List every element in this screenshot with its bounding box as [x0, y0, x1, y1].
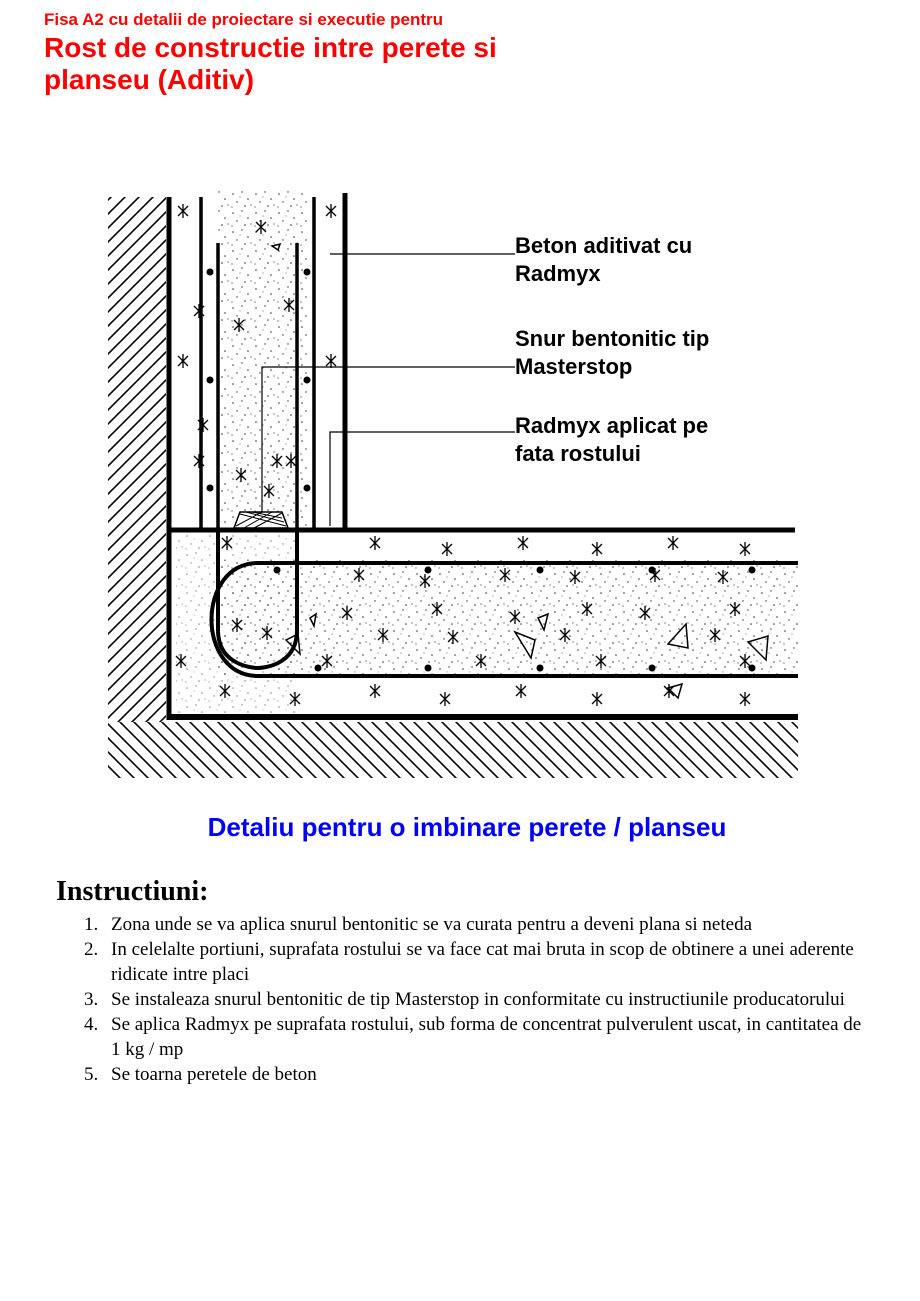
list-number: 2. — [84, 939, 99, 960]
title-line-1: Rost de constructie intre perete si — [44, 32, 497, 63]
instructions-heading: Instructiuni: — [56, 876, 209, 907]
list-item — [0, 1062, 871, 1087]
list-number: 1. — [84, 914, 99, 935]
list-item — [0, 987, 871, 1012]
label-radmyx-line2: fata rostului — [515, 441, 641, 466]
page-title — [44, 32, 497, 96]
list-item — [0, 1012, 871, 1062]
bentonite-strip — [234, 512, 288, 528]
list-text: In celelalte portiuni, suprafata rostului se va face cat mai bruta in scop de obtinere a unei aderente ridicate intre placi — [111, 939, 854, 985]
list-text: Zona unde se va aplica snurul bentonitic se va curata pentru a deveni plana si neteda — [111, 914, 752, 935]
label-concrete-line1: Beton aditivat cu — [515, 233, 693, 258]
label-radmyx-line1: Radmyx aplicat pe — [515, 413, 709, 438]
label-bentonite-line1: Snur bentonitic tip — [515, 326, 710, 351]
list-item — [0, 937, 871, 987]
list-text: Se toarna peretele de beton — [111, 1064, 317, 1085]
list-number: 5. — [84, 1064, 99, 1085]
label-bentonite-cord — [515, 325, 709, 381]
label-radmyx-applied — [515, 412, 708, 468]
diagram-caption: Detaliu pentru o imbinare perete / planseu — [207, 812, 727, 842]
list-number: 3. — [84, 989, 99, 1010]
list-text: Se aplica Radmyx pe suprafata rostului, sub forma de concentrat pulverulent uscat, in cantitatea de 1 kg / mp — [111, 1014, 862, 1060]
label-bentonite-line2: Masterstop — [515, 354, 633, 379]
title-line-2: planseu (Aditiv) — [44, 64, 255, 95]
header-subtitle: Fisa A2 cu detalii de proiectare si executie pentru — [44, 10, 444, 29]
construction-joint-diagram — [0, 180, 920, 790]
label-concrete — [515, 232, 692, 288]
label-concrete-line2: Radmyx — [515, 261, 601, 286]
list-text: Se instaleaza snurul bentonitic de tip Masterstop in conformitate cu instructiunile producatorului — [111, 989, 845, 1010]
list-number: 4. — [84, 1014, 99, 1035]
list-item — [0, 912, 871, 937]
instructions-list — [0, 912, 871, 1087]
